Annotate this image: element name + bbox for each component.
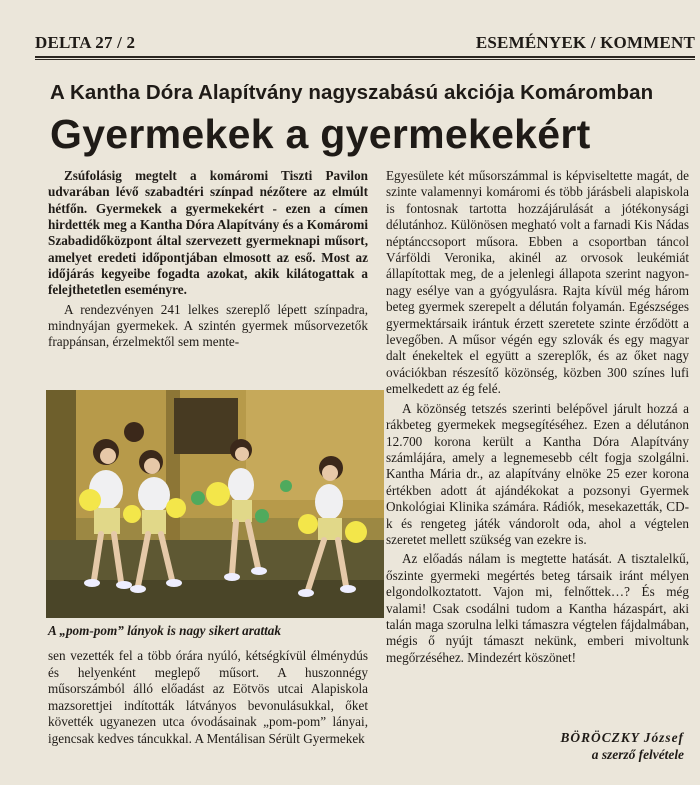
header-rule <box>35 56 695 58</box>
photo-caption: A „pom-pom” lányok is nagy sikert arattak <box>48 623 281 638</box>
body-paragraph: Az előadás nálam is megtette hatását. A tisztalelkű, őszinte gyermeki megértés beteg társaik iránt mélyen elgondolkoztatott. Vajon mi, felnőttek…? És még valami! Csak csodálni tudom a Kantha házaspárt, aki talán maga szorulna lelki támaszra végtelen fájdalmában, mégis ő nyújt támaszt nekünk, emberi mivoltunk megőrzéséhez. Mindezért köszönet! <box>386 551 689 665</box>
body-paragraph-continued: sen vezették fel a több órára nyúló, kétségkívül élménydús és helyenként meglepő műsort. A huszonnégy műsorszámból álló előadást az Eötvös utcai Alapiskola mazsorettjei indították látványos bevonulásukkal, őket követték ugyanezen utca óvodásainak „pom-pom” lányai, igencsak kedves táncukkal. A Mentálisan Sérült Gyermekek <box>48 648 368 746</box>
body-paragraph: A közönség tetszés szerinti belépővel járult hozzá a rákbeteg gyermekek megsegítéséhez. Ezen a délutánon 12.700 korona került a Kantha Dóra Alapítvány számlájára, amely a legnemesebb célt fogja szolgálni. Kantha Mária dr., az alapítvány elnöke 25 ezer korona értékben adott át ajándékokat a pozsonyi Gyermek Onkológiai Klinika számára. Rádiók, mesekazetták, CD-k és rengeteg játék vándorolt oda, ahol a végtelen szeretet mellett szükség van ezekre is. <box>386 400 689 547</box>
issue-label: DELTA 27 / 2 <box>35 33 136 52</box>
header-rule-thin <box>35 59 695 60</box>
article-kicker: A Kantha Dóra Alapítvány nagyszabású akciója Komáromban <box>50 81 654 104</box>
lead-paragraph-block <box>48 168 368 351</box>
article-headline: Gyermekek a gyermekekért <box>50 111 591 157</box>
right-column <box>386 168 689 666</box>
article-photo <box>46 390 384 618</box>
page-header <box>35 32 695 54</box>
photo-dancing-girls <box>46 390 384 618</box>
body-paragraph: Egyesülete két műsorszámmal is képviseltette magát, de szinte valamennyi komáromi és több járásbeli alapiskola is fontosnak tartotta hozzájárulását a jótékonysági délutánhoz. Különösen megható volt a farnadi Kis Nádas néptánccsoport műsora. Ebben a csoportban táncol Várföldi Veronika, akinél az orvosok leukémiát állapítottak meg, de a jelenlegi állapota szerint nagyon-nagy esélye van a gyógyulásra. Rajta kívül még három beteg gyermek szerepelt a délután folyamán. Egészséges gyermektársaik irántuk érzett szeretete szinte érződött a levegőben. A műsor végén egy szlovák és egy magyar dalt énekeltek el együtt a szereplők, és az őket nagy ovációkban részesítő közönség, közben 300 színes lufi emelkedett az ég felé. <box>386 168 689 397</box>
lead-paragraph: Zsúfolásig megtelt a komáromi Tiszti Pavilon udvarában lévő szabadtéri színpad nézőtere az elmúlt hétfőn. Gyermekek a gyermekekért - ezen a címen hirdették meg a Kantha Dóra Alapítvány és a Komáromi Szabadidőközpont által szervezett gyermeknapi műsort, amelyet eredeti időpontjában elmosott az eső. Most az időjárás kegyeibe fogadta azokat, akik kilátogattak a felejthetetlen eseményre. <box>48 168 368 298</box>
body-paragraph: A rendezvényen 241 lelkes szereplő lépett színpadra, mindnyájan gyermekek. A szintén gyermek műsorvezetők frappánsan, érzelmektől sem mente- <box>48 301 368 350</box>
author-name: BÖRÖCZKY József <box>560 730 684 745</box>
body-continued <box>48 648 368 747</box>
byline <box>561 729 685 763</box>
section-label: ESEMÉNYEK / KOMMENT <box>475 33 695 52</box>
photo-credit: a szerző felvétele <box>591 747 684 762</box>
